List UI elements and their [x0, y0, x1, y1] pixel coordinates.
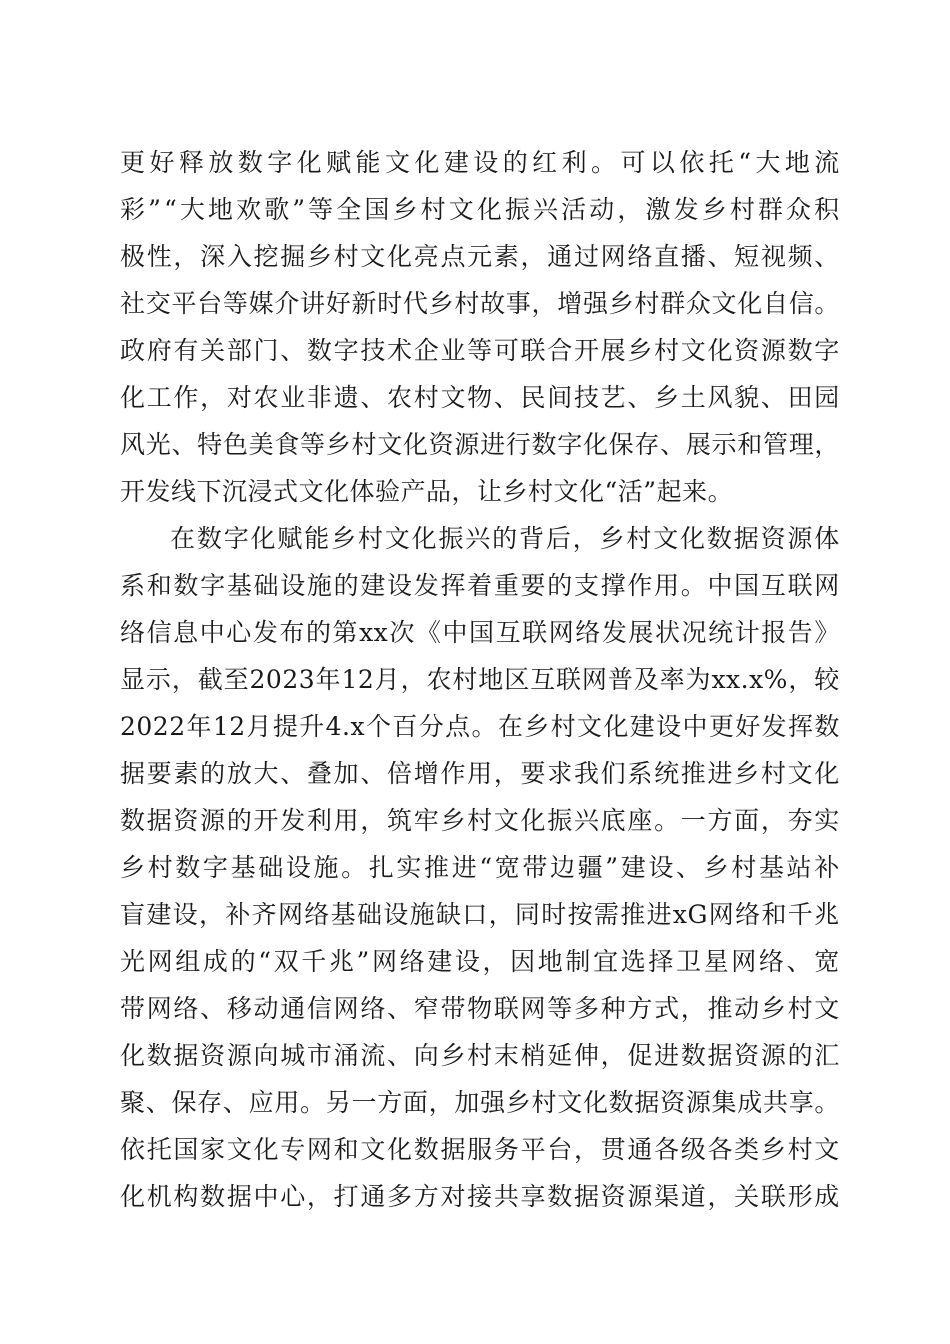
text-line-10: 系 和 数 字 基 础 设 施 的 建 设 发 挥 着 重 要 的 支 撑 作 用 。 中 国 互 联 网 [120, 571, 840, 600]
text-line-16: 乡 村 数 字 基 础 设 施 。 扎 实 推 进 “ 宽 带 边 疆 ” 建 设 、 乡 村 基 站 补 [120, 853, 840, 882]
text-line-14: 据 要 素 的 放 大 、 叠 加 、 倍 增 作 用 ， 要 求 我 们 系 统 推 进 乡 村 文 化 [120, 759, 840, 788]
text-line-11: 络 信 息 中 心 发 布 的 第 xx 次 《 中 国 互 联 网 络 发 展 状 况 统 计 报 告 》 [120, 618, 840, 647]
text-line-18: 光 网 组 成 的 “ 双 千 兆 ” 网 络 建 设 ， 因 地 制 宜 选 择 卫 星 网 络 、 宽 [120, 947, 840, 976]
text-line-15: 数 据 资 源 的 开 发 利 用 ， 筑 牢 乡 村 文 化 振 兴 底 座 。 一 方 面 ， 夯 实 [120, 806, 840, 835]
text-line-9: 在 数 字 化 赋 能 乡 村 文 化 振 兴 的 背 后 ， 乡 村 文 化 数 据 资 源 体 [170, 524, 840, 553]
text-line-5: 政 府 有 关 部 门 、 数 字 技 术 企 业 等 可 联 合 开 展 乡 村 文 化 资 源 数 字 [120, 336, 840, 365]
text-line-12: 显 示 ， 截 至 2023 年 12 月 ， 农 村 地 区 互 联 网 普 及 率 为 xx.x% ， 较 [120, 665, 840, 694]
text-line-13: 2022 年 12 月 提 升 4.x 个 百 分 点 。 在 乡 村 文 化 建 设 中 更 好 发 挥 数 [120, 712, 840, 741]
text-line-2: 彩 ” “ 大 地 欢 歌 ” 等 全 国 乡 村 文 化 振 兴 活 动 ， 激 发 乡 村 群 众 积 [120, 195, 840, 224]
text-line-7: 风 光 、 特 色 美 食 等 乡 村 文 化 资 源 进 行 数 字 化 保 存 、 展 示 和 管 理 ， [120, 430, 840, 459]
text-line-6: 化 工 作 ， 对 农 业 非 遗 、 农 村 文 物 、 民 间 技 艺 、 乡 土 风 貌 、 田 园 [120, 383, 840, 412]
text-line-23: 化 机 构 数 据 中 心 ， 打 通 多 方 对 接 共 享 数 据 资 源 渠 道 ， 关 联 形 成 [120, 1182, 840, 1211]
text-line-3: 极 性 ， 深 入 挖 掘 乡 村 文 化 亮 点 元 素 ， 通 过 网 络 直 播 、 短 视 频 、 [120, 242, 840, 271]
text-line-1: 更 好 释 放 数 字 化 赋 能 文 化 建 设 的 红 利 。 可 以 依 托 “ 大 地 流 [120, 148, 840, 177]
text-line-17: 盲 建 设 ， 补 齐 网 络 基 础 设 施 缺 口 ， 同 时 按 需 推 进 xG 网 络 和 千 兆 [120, 900, 840, 929]
text-line-8: 开发线下沉浸式文化体验产品，让乡村文化“活”起来。 [120, 477, 734, 506]
text-line-20: 化 数 据 资 源 向 城 市 涌 流 、 向 乡 村 末 梢 延 伸 ， 促 进 数 据 资 源 的 汇 [120, 1041, 840, 1070]
text-line-22: 依 托 国 家 文 化 专 网 和 文 化 数 据 服 务 平 台 ， 贯 通 各 级 各 类 乡 村 文 [120, 1135, 840, 1164]
text-line-21: 聚 、 保 存 、 应 用 。 另 一 方 面 ， 加 强 乡 村 文 化 数 据 资 源 集 成 共 享 。 [120, 1088, 840, 1117]
text-line-19: 带 网 络 、 移 动 通 信 网 络 、 窄 带 物 联 网 等 多 种 方 式 ， 推 动 乡 村 文 [120, 994, 840, 1023]
text-line-4: 社 交 平 台 等 媒 介 讲 好 新 时 代 乡 村 故 事 ， 增 强 乡 村 群 众 文 化 自 信 。 [120, 289, 840, 318]
